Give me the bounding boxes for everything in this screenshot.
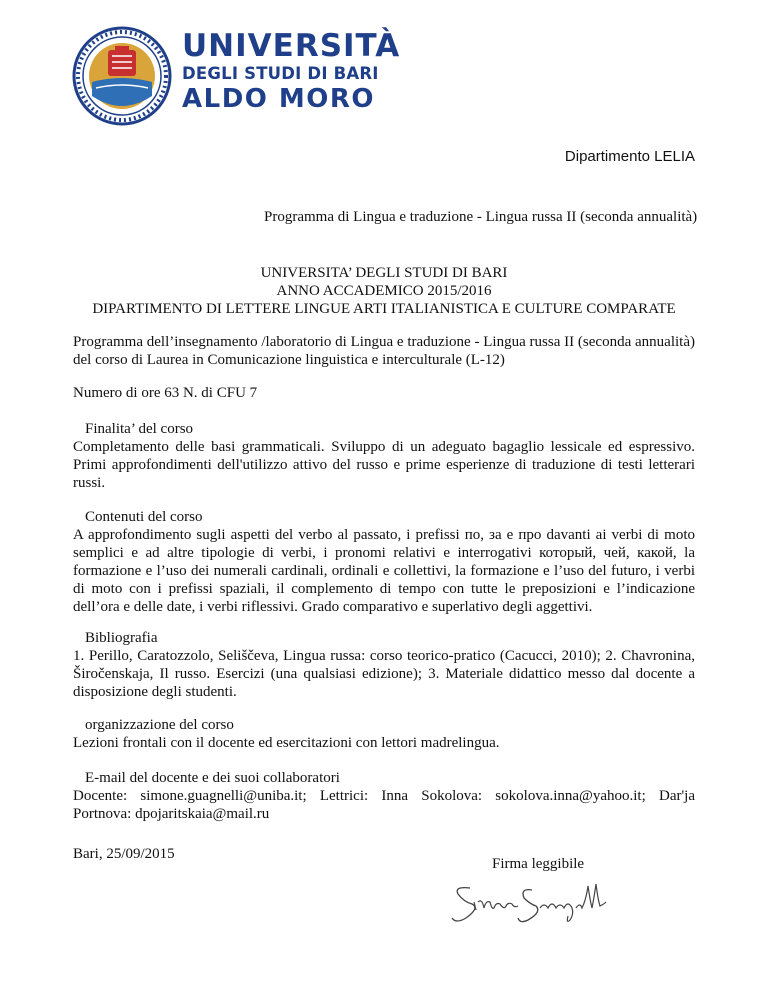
- hours-credits: Numero di ore 63 N. di CFU 7: [73, 385, 258, 401]
- heading-university: UNIVERSITA’ DEGLI STUDI DI BARI: [260, 265, 508, 281]
- signature-label: Firma leggibile: [492, 856, 585, 872]
- university-logo: [72, 26, 401, 126]
- program-title: Programma di Lingua e traduzione - Lingua russa II (seconda annualità): [264, 209, 698, 225]
- section-line: Completamento delle basi grammaticali. Sviluppo di un adeguato bagaglio lessicale ed espressivo.: [73, 439, 695, 455]
- section-title: E-mail del docente e dei suoi collaboratori: [85, 770, 340, 786]
- handwritten-signature: [448, 880, 618, 928]
- department-label: Dipartimento LELIA: [564, 148, 695, 165]
- logo-wordmark: [182, 28, 401, 114]
- section-line: Primi approfondimenti dell'utilizzo attivo del russo e prime esperienze di traduzione di testi letterari: [73, 457, 695, 473]
- section-contenuti: [73, 508, 695, 616]
- section-title: Bibliografia: [85, 630, 158, 646]
- section-finalita: [73, 420, 695, 492]
- document-date: Bari, 25/09/2015: [73, 846, 175, 862]
- intro-paragraph: [73, 333, 695, 369]
- logo-line-2: DEGLI STUDI DI BARI: [182, 64, 379, 83]
- section-line: Širočenskaja, Il russo. Esercizi (una qualsiasi edizione); 3. Materiale didattico messo dal docente a: [73, 666, 695, 682]
- section-line: dell’ora e delle date, i verbi riflessivi. Grado comparativo e superlativo degli aggettivi.: [73, 599, 593, 615]
- heading-academic-year: ANNO ACCADEMICO 2015/2016: [276, 283, 492, 299]
- section-line: semplici e ad altre tipologie di verbi, i pronomi relativi e interrogativi который, чей, какой, la: [73, 545, 695, 561]
- section-line: disposizione degli studenti.: [73, 684, 237, 700]
- section-line: di moto con i prefissi spaziali, il complemento di tempo con tutte le preposizioni e l’indicazione: [73, 581, 695, 597]
- section-line: Lezioni frontali con il docente ed esercitazioni con lettori madrelingua.: [73, 735, 500, 751]
- section-line: Docente: simone.guagnelli@uniba.it; Lettrici: Inna Sokolova: sokolova.inna@yahoo.it; Dar'ja: [73, 788, 695, 804]
- section-email: [73, 769, 695, 823]
- section-title: organizzazione del corso: [85, 717, 234, 733]
- section-line: 1. Perillo, Caratozzolo, Seliščeva, Lingua russa: corso teorico-pratico (Cacucci, 2010); 2. Chavronina,: [73, 648, 695, 664]
- logo-line-1: UNIVERSITÀ: [182, 28, 401, 64]
- intro-line: Programma dell’insegnamento /laboratorio di Lingua e traduzione - Lingua russa II (seconda annualità): [73, 334, 695, 350]
- university-seal-icon: [72, 26, 172, 126]
- section-title: Finalita’ del corso: [85, 421, 194, 437]
- section-organizzazione: [73, 716, 695, 752]
- section-line: russi.: [73, 475, 106, 491]
- intro-line: del corso di Laurea in Comunicazione linguistica e interculturale (L-12): [73, 352, 505, 368]
- logo-line-3: ALDO MORO: [182, 83, 376, 114]
- section-bibliografia: [73, 629, 695, 701]
- section-line: Portnova: dpojaritskaia@mail.ru: [73, 806, 270, 822]
- section-line: A approfondimento sugli aspetti del verbo al passato, i prefissi по, за e про davanti ai verbi di moto: [73, 527, 695, 543]
- signature-icon: [448, 880, 618, 928]
- heading-department: DIPARTIMENTO DI LETTERE LINGUE ARTI ITALIANISTICA E CULTURE COMPARATE: [92, 301, 676, 317]
- section-title: Contenuti del corso: [85, 509, 203, 525]
- section-line: formazione e l’uso dei numerali cardinali, ordinali e collettivi, la formazione e l’uso del futuro, i verbi: [73, 563, 695, 579]
- document-heading: [73, 264, 695, 318]
